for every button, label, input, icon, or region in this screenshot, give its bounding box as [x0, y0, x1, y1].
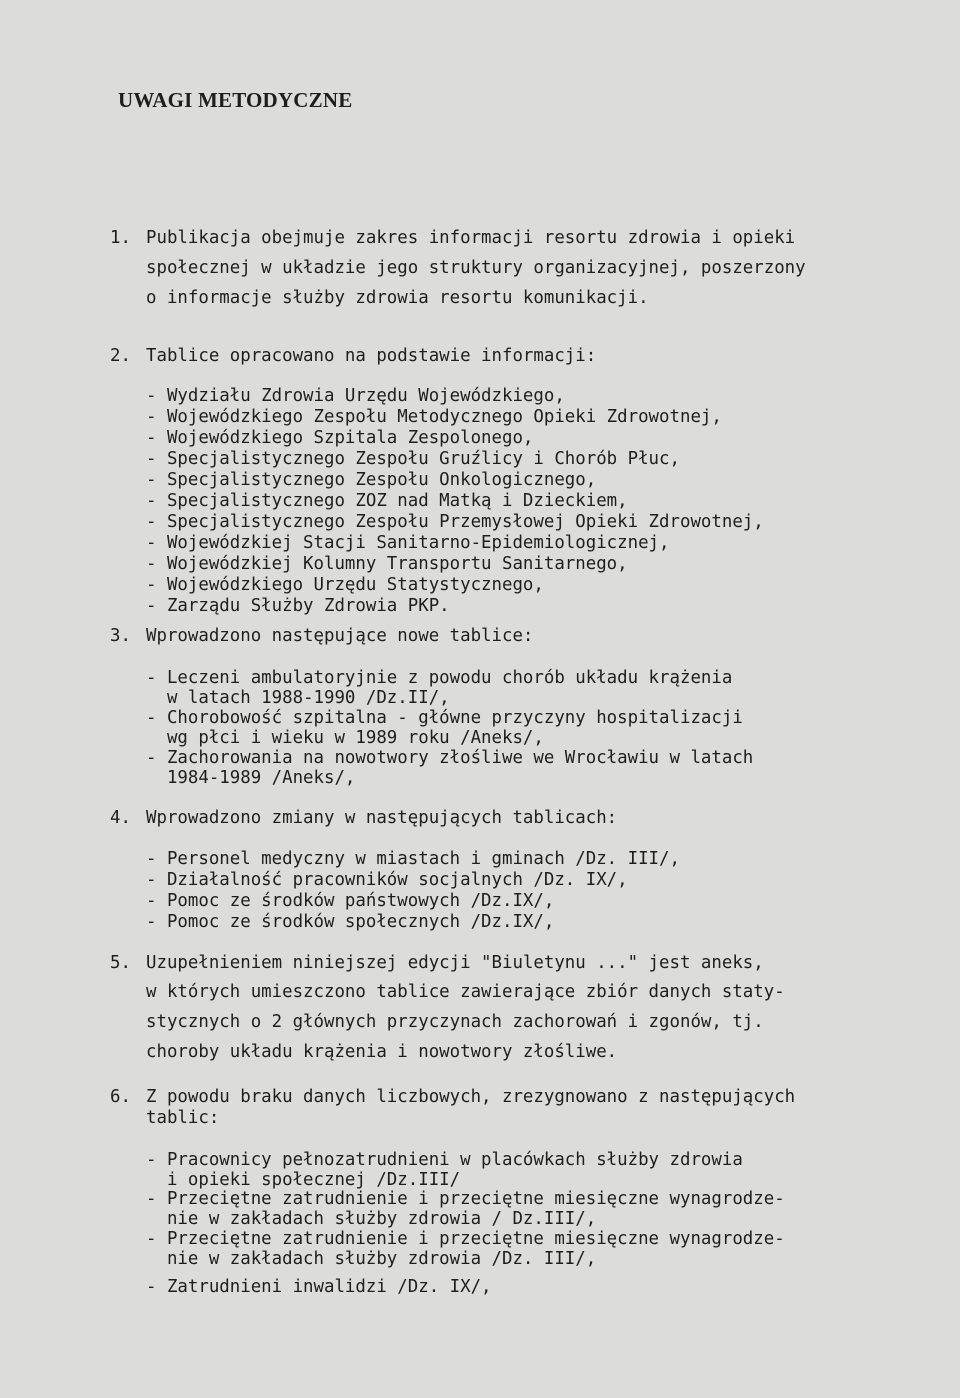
list-item: 1984-1989 /Aneks/,: [146, 768, 356, 788]
paragraph-line: o informacje służby zdrowia resortu komunikacji.: [146, 288, 649, 308]
paragraph-line: Wprowadzono następujące nowe tablice:: [146, 626, 534, 646]
list-item: - Wojewódzkiej Kolumny Transportu Sanitarnego,: [146, 554, 628, 574]
paragraph-line: tablic:: [146, 1108, 220, 1128]
list-item: - Przeciętne zatrudnienie i przeciętne miesięczne wynagrodze-: [146, 1229, 785, 1249]
list-item: - Chorobowość szpitalna - główne przyczyny hospitalizacji: [146, 708, 743, 728]
paragraph-line: stycznych o 2 głównych przyczynach zachorowań i zgonów, tj.: [146, 1012, 764, 1032]
list-item: - Specjalistycznego ZOZ nad Matką i Dzieckiem,: [146, 491, 628, 511]
section-number: 4.: [110, 808, 131, 828]
list-item: - Zachorowania na nowotwory złośliwe we Wrocławiu w latach: [146, 748, 754, 768]
list-item: - Wojewódzkiego Szpitala Zespolonego,: [146, 428, 534, 448]
section-number: 6.: [110, 1087, 131, 1107]
list-item: - Pomoc ze środków społecznych /Dz.IX/,: [146, 912, 555, 932]
list-item: nie w zakładach służby zdrowia /Dz. III/,: [146, 1249, 597, 1269]
section-number: 1.: [110, 228, 131, 248]
section-number: 2.: [110, 346, 131, 366]
paragraph-line: społecznej w układzie jego struktury organizacyjnej, poszerzony: [146, 258, 806, 278]
section-number: 5.: [110, 953, 131, 973]
list-item: - Specjalistycznego Zespołu Przemysłowej Opieki Zdrowotnej,: [146, 512, 764, 532]
paragraph-line: Tablice opracowano na podstawie informacji:: [146, 346, 597, 366]
paragraph-line: choroby układu krążenia i nowotwory złośliwe.: [146, 1042, 618, 1062]
list-item: - Działalność pracowników socjalnych /Dz. IX/,: [146, 870, 628, 890]
list-item: - Wojewódzkiego Urzędu Statystycznego,: [146, 575, 544, 595]
list-item: - Specjalistycznego Zespołu Gruźlicy i Chorób Płuc,: [146, 449, 680, 469]
list-item: - Zarządu Służby Zdrowia PKP.: [146, 596, 450, 616]
list-item: - Pomoc ze środków państwowych /Dz.IX/,: [146, 891, 555, 911]
list-item: - Wydziału Zdrowia Urzędu Wojewódzkiego,: [146, 386, 565, 406]
paragraph-line: Z powodu braku danych liczbowych, zrezygnowano z następujących: [146, 1087, 796, 1107]
paragraph-line: Publikacja obejmuje zakres informacji resortu zdrowia i opieki: [146, 228, 796, 248]
list-item: - Pracownicy pełnozatrudnieni w placówkach służby zdrowia: [146, 1150, 743, 1170]
paragraph-line: w których umieszczono tablice zawierające zbiór danych staty-: [146, 982, 785, 1002]
list-item: - Personel medyczny w miastach i gminach /Dz. III/,: [146, 849, 680, 869]
paragraph-line: Uzupełnieniem niniejszej edycji "Biuletynu ..." jest aneks,: [146, 953, 764, 973]
list-item: - Wojewódzkiej Stacji Sanitarno-Epidemiologicznej,: [146, 533, 670, 553]
list-item: - Przeciętne zatrudnienie i przeciętne miesięczne wynagrodze-: [146, 1189, 785, 1209]
list-item: i opieki społecznej /Dz.III/: [146, 1170, 461, 1190]
list-item: - Zatrudnieni inwalidzi /Dz. IX/,: [146, 1277, 492, 1297]
list-item: nie w zakładach służby zdrowia / Dz.III/,: [146, 1209, 597, 1229]
list-item: w latach 1988-1990 /Dz.II/,: [146, 688, 450, 708]
list-item: - Wojewódzkiego Zespołu Metodycznego Opieki Zdrowotnej,: [146, 407, 722, 427]
list-item: - Specjalistycznego Zespołu Onkologicznego,: [146, 470, 597, 490]
section-number: 3.: [110, 626, 131, 646]
list-item: wg płci i wieku w 1989 roku /Aneks/,: [146, 728, 544, 748]
page-title: UWAGI METODYCZNE: [118, 88, 353, 112]
paragraph-line: Wprowadzono zmiany w następujących tablicach:: [146, 808, 618, 828]
list-item: - Leczeni ambulatoryjnie z powodu chorób układu krążenia: [146, 668, 733, 688]
